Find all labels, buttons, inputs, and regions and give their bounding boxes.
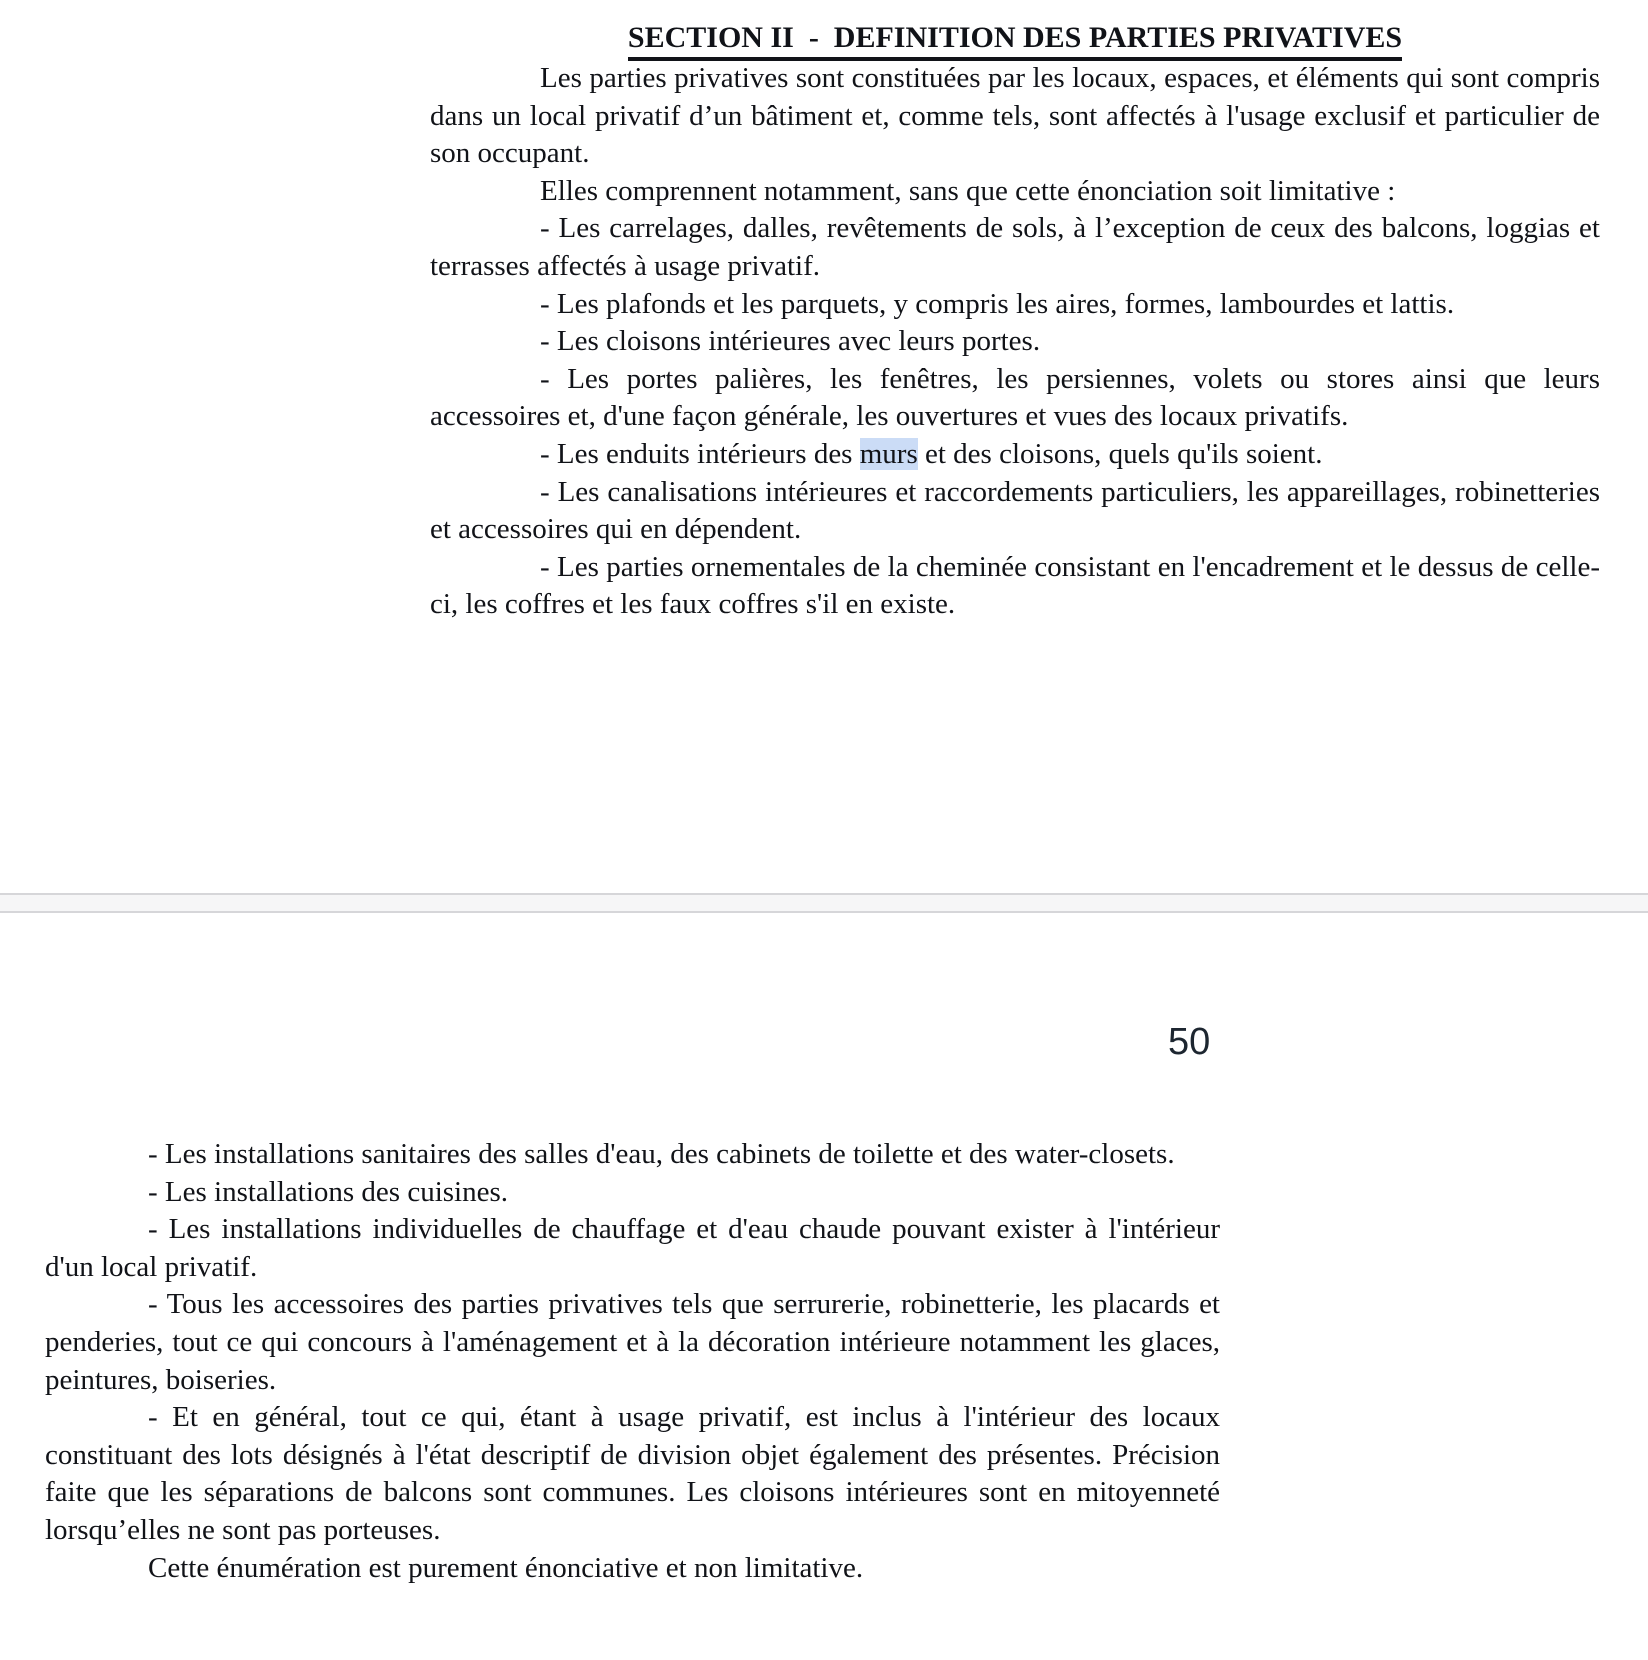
paragraph: - Et en général, tout ce qui, étant à usage privatif, est inclus à l'intérieur des locaux constituant des lots désignés à l'état descriptif de division objet également des présentes. Précision faite que les séparations de balcons sont communes. Les cloisons intérieures sont en mitoyenneté lorsqu’elles ne sont pas porteuses. xyxy=(45,1401,1220,1546)
paragraph: - Les canalisations intérieures et raccordements particuliers, les appareillages, robinetteries et accessoires qui en dépendent. xyxy=(430,475,1600,546)
page-1-content xyxy=(430,18,1600,624)
paragraph: Les parties privatives sont constituées par les locaux, espaces, et éléments qui sont compris dans un local privatif d’un bâtiment et, comme tels, sont affectés à l'usage exclusif et particulier de son occupant. xyxy=(430,62,1600,170)
section-heading xyxy=(430,18,1600,58)
text-after-match: et des cloisons, quels qu'ils soient. xyxy=(917,437,1323,470)
paragraph: - Les parties ornementales de la cheminée consistant en l'encadrement et le dessus de celle-ci, les coffres et les faux coffres s'il en existe. xyxy=(430,550,1600,621)
paragraph: - Les installations individuelles de chauffage et d'eau chaude pouvant exister à l'intérieur d'un local privatif. xyxy=(45,1213,1220,1283)
paragraph: Cette énumération est purement énonciative et non limitative. xyxy=(148,1551,864,1584)
page-2-content xyxy=(45,1136,1220,1587)
page-separator xyxy=(0,893,1648,913)
paragraph: - Tous les accessoires des parties privatives tels que serrurerie, robinetterie, les placards et penderies, tout ce qui concours à l'aménagement et à la décoration intérieure notamment les glaces, peintures, boiseries. xyxy=(45,1288,1220,1396)
paragraph: - Les installations sanitaires des salles d'eau, des cabinets de toilette et des water-closets. xyxy=(148,1138,1175,1170)
paragraph-with-search-match xyxy=(430,436,1600,474)
text-before-match: - Les enduits intérieurs des xyxy=(540,437,860,470)
paragraph: - Les installations des cuisines. xyxy=(148,1175,509,1208)
search-highlight: murs xyxy=(859,437,918,470)
paragraph: - Les cloisons intérieures avec leurs portes. xyxy=(540,325,1041,358)
paragraph: Elles comprennent notamment, sans que cette énonciation soit limitative : xyxy=(540,174,1396,207)
paragraph: - Les carrelages, dalles, revêtements de sols, à l’exception de ceux des balcons, loggias et terrasses affectés à usage privatif. xyxy=(430,212,1600,282)
paragraph: - Les plafonds et les parquets, y compris les aires, formes, lambourdes et lattis. xyxy=(540,287,1455,320)
section-heading-text: SECTION II - DEFINITION DES PARTIES PRIVATIVES xyxy=(628,21,1402,61)
page-number: 50 xyxy=(1168,1021,1211,1063)
paragraph: - Les portes palières, les fenêtres, les persiennes, volets ou stores ainsi que leurs accessoires et, d'une façon générale, les ouvertures et vues des locaux privatifs. xyxy=(430,362,1600,433)
